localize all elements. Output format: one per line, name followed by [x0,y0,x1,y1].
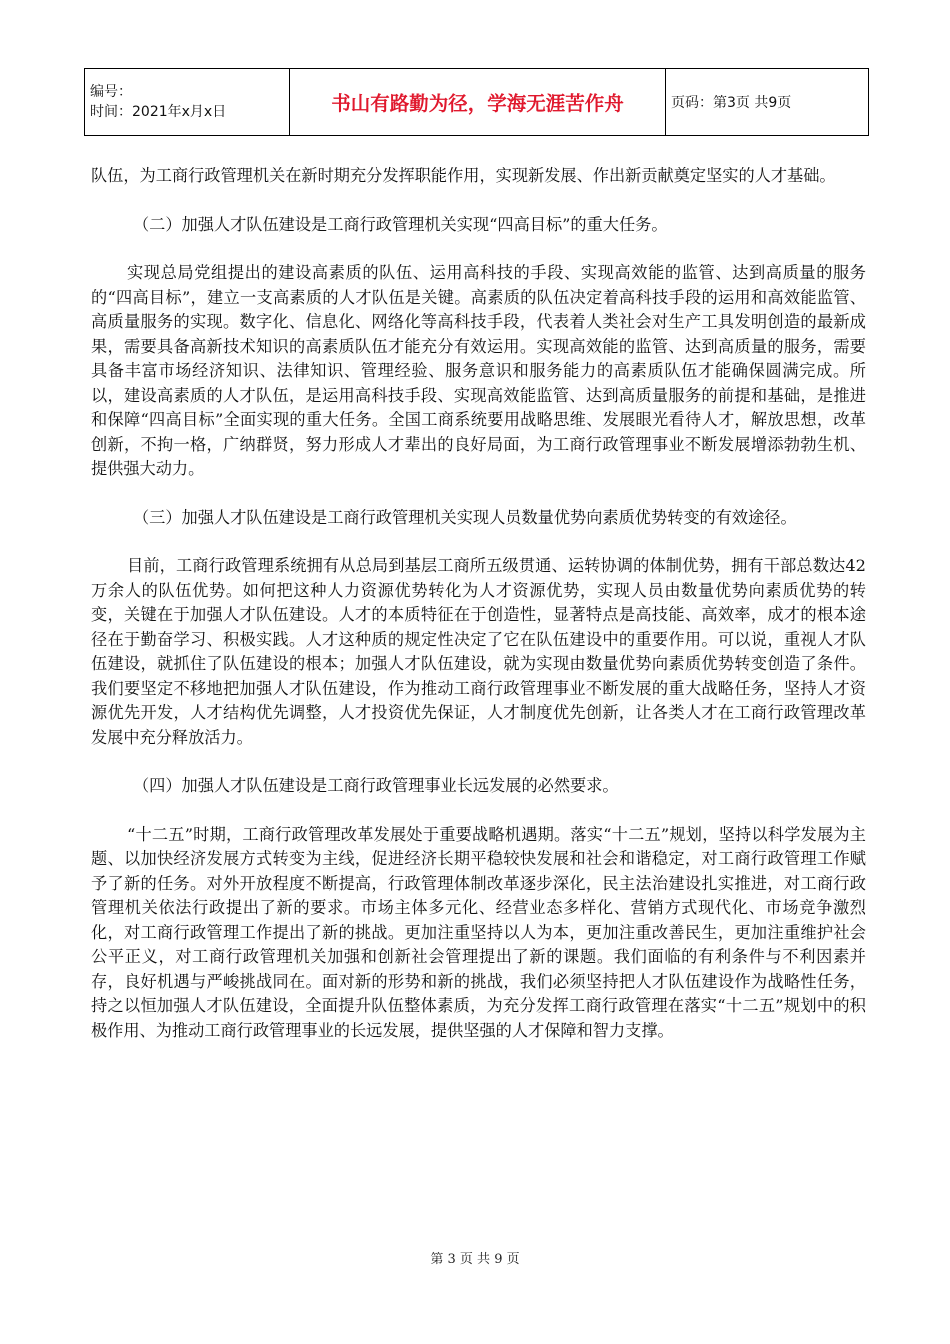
header-motto-cell [290,69,666,136]
header-page-label: 页码：第3页 共9页 [671,95,792,111]
header-motto: 书山有路勤为径，学海无涯苦作舟 [331,92,624,115]
header-info-cell [85,69,290,136]
document-date-label: 时间：2021年x月x日 [90,104,227,120]
document-body [91,164,866,1067]
page-footer [0,1248,950,1267]
header-page-cell [666,69,869,136]
section-heading: （四）加强人才队伍建设是工商行政管理事业长远发展的必然要求。 [133,776,619,795]
section-heading: （三）加强人才队伍建设是工商行政管理机关实现人员数量优势向素质优势转变的有效途径。 [133,507,797,527]
body-paragraph: 实现总局党组提出的建设高素质的队伍、运用高科技的手段、实现高效能的监管、达到高质量的服务的“四高目标”，建立一支高素质的人才队伍是关键。高素质的队伍决定着高科技手段的运用和高效能监管、高质量服务的实现。数字化、信息化、网络化等高科技手段，代表着人类社会对生产工具发明创造的最新成果，需要具备高新技术知识的高素质队伍才能充分有效运用。实现高效能的监管、达到高质量的服务，需要具备丰富市场经济知识、法律知识、管理经验、服务意识和服务能力的高素质队伍才能确保圆满完成。所以，建设高素质的人才队伍，是运用高科技手段、实现高效能监管、达到高质量服务的前提和基础，是推进和保障“四高目标”全面实现的重大任务。全国工商系统要用战略思维、发展眼光看待人才，解放思想，改革创新，不拘一格，广纳群贤，努力形成人才辈出的良好局面，为工商行政管理事业不断发展增添勃勃生机、提供强大动力。 [91,263,866,478]
section-heading: （二）加强人才队伍建设是工商行政管理机关实现“四高目标”的重大任务。 [133,214,668,234]
document-header [84,68,869,136]
footer-page-number: 第 3 页 共 9 页 [430,1252,520,1267]
document-number-label: 编号： [90,84,132,100]
body-paragraph: “十二五”时期，工商行政管理改革发展处于重要战略机遇期。落实“十二五”规划，坚持以科学发展为主题、以加快经济发展方式转变为主线，促进经济长期平稳较快发展和社会和谐稳定，对工商行政管理工作赋予了新的任务。对外开放程度不断提高，行政管理体制改革逐步深化，民主法治建设扎实推进，对工商行政管理机关依法行政提出了新的要求。市场主体多元化、经营业态多样化、营销方式现代化、市场竞争激烈化，对工商行政管理工作提出了新的挑战。更加注重坚持以人为本，更加注重改善民生，更加注重维护社会公平正义，对工商行政管理机关加强和创新社会管理提出了新的课题。我们面临的有利条件与不利因素并存，良好机遇与严峻挑战同在。面对新的形势和新的挑战，我们必须坚持把人才队伍建设作为战略性任务，持之以恒加强人才队伍建设，全面提升队伍整体素质，为充分发挥工商行政管理在落实“十二五”规划中的积极作用、为推动工商行政管理事业的长远发展，提供坚强的人才保障和智力支撑。 [91,824,866,1040]
body-paragraph: 队伍，为工商行政管理机关在新时期充分发挥职能作用，实现新发展、作出新贡献奠定坚实的人才基础。 [91,166,836,185]
body-paragraph: 目前，工商行政管理系统拥有从总局到基层工商所五级贯通、运转协调的体制优势，拥有干部总数达42万余人的队伍优势。如何把这种人力资源优势转化为人才资源优势，实现人员由数量优势向素质优势的转变，关键在于加强人才队伍建设。人才的本质特征在于创造性，显著特点是高技能、高效率，成才的根本途径在于勤奋学习、积极实践。人才这种质的规定性决定了它在队伍建设中的重要作用。可以说，重视人才队伍建设，就抓住了队伍建设的根本；加强人才队伍建设，就为实现由数量优势向素质优势转变创造了条件。我们要坚定不移地把加强人才队伍建设，作为推动工商行政管理事业不断发展的重大战略任务，坚持人才资源优先开发，人才结构优先调整，人才投资优先保证，人才制度优先创新，让各类人才在工商行政管理改革发展中充分释放活力。 [91,556,866,747]
